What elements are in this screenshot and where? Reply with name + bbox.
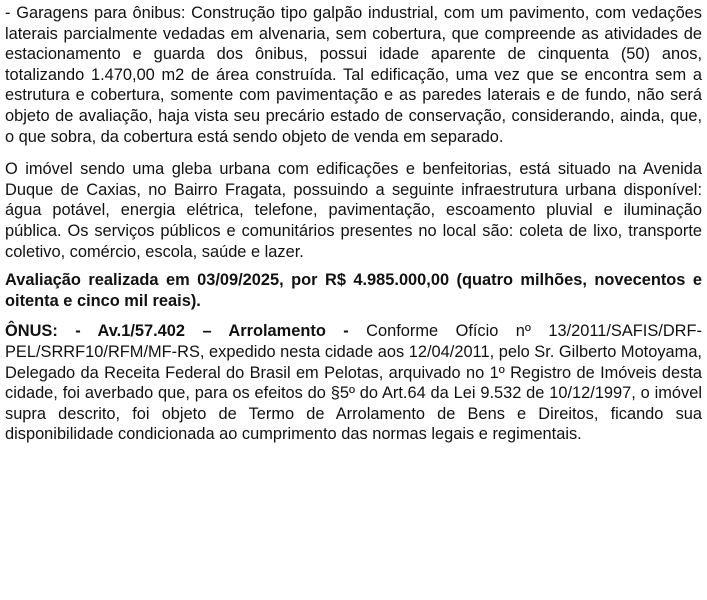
- paragraph-onus: [5, 321, 702, 445]
- paragraph-imovel-descricao: O imóvel sendo uma gleba urbana com edificações e benfeitorias, está situado na Avenida Duque de Caxias, no Bairro Fragata, possuindo a seguinte infraestrutura urbana disponível: água potável, energia elétrica, telefone, pavimentação, escoamento pluvial e iluminação pública. Os serviços públicos e comunitários presentes no local são: coleta de lixo, transporte coletivo, comércio, escola, saúde e lazer.: [5, 160, 702, 261]
- paragraph-garagens: - Garagens para ônibus: Construção tipo galpão industrial, com um pavimento, com vedações laterais parcialmente vedadas em alvenaria, sem cobertura, que compreende as atividades de estacionamento e guarda dos ônibus, possui idade aparente de cinquenta (50) anos, totalizando 1.470,00 m2 de área construída. Tal edificação, uma vez que se encontra sem a estrutura e cobertura, somente com pavimentação e as paredes laterais e de fundo, não será objeto de avaliação, haja vista seu precário estado de conservação, considerando, ainda, que, o que sobra, da cobertura está sendo objeto de venda em separado.: [5, 4, 702, 146]
- paragraph-avaliacao: Avaliação realizada em 03/09/2025, por R$ 4.985.000,00 (quatro milhões, novecentos e oitenta e cinco mil reais).: [5, 271, 702, 310]
- onus-text: Conforme Ofício nº 13/2011/SAFIS/DRF-PEL/SRRF10/RFM/MF-RS, expedido nesta cidade aos 12/04/2011, pelo Sr. Gilberto Motoyama, Delegado da Receita Federal do Brasil em Pelotas, arquivado no 1º Registro de Imóveis desta cidade, foi averbado que, para os efeitos do §5º do Art.64 da Lei 9.532 de 10/12/1997, o imóvel supra descrito, foi objeto de Termo de Arrolamento de Bens e Direitos, ficando sua disponibilidade condicionada ao cumprimento das normas legais e regimentais.: [5, 322, 702, 444]
- onus-heading: ÔNUS: - Av.1/57.402 – Arrolamento -: [5, 322, 349, 341]
